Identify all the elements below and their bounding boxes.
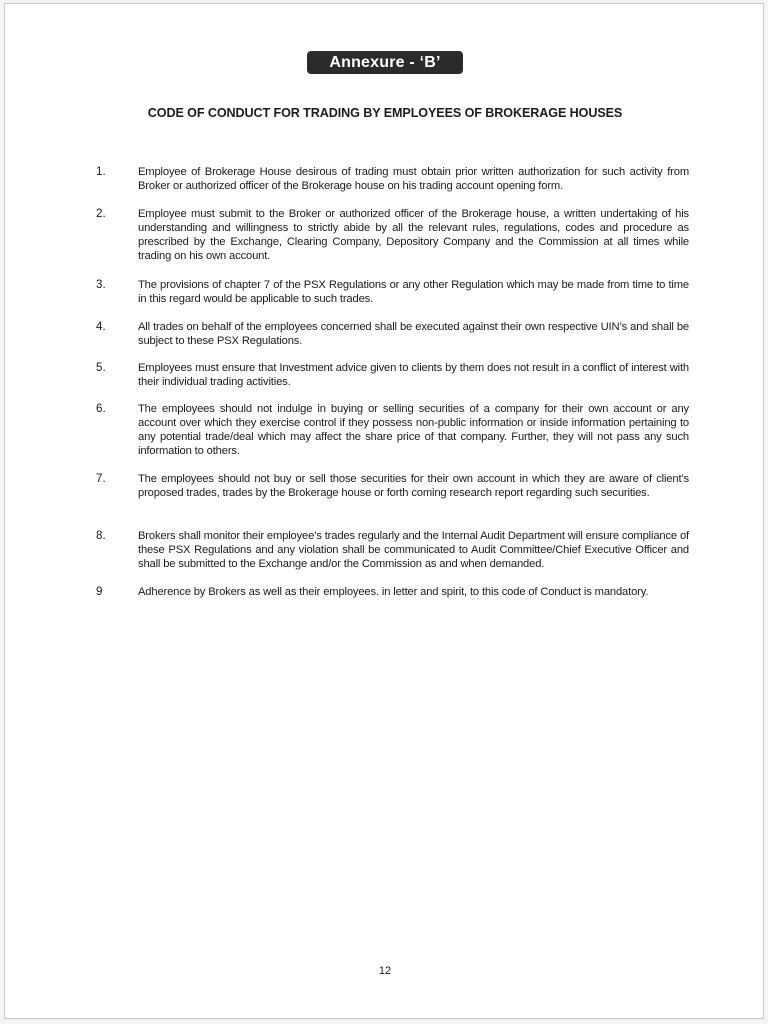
page-number: 12 bbox=[378, 965, 392, 977]
item-text: Employee must submit to the Broker or authorized officer of the Brokerage house, a written undertaking of his understanding and willingness to strictly abide by all the relevant rules, regulations, codes and procedure as prescribed by the Exchange, Clearing Company, Depository Company and the Commission at all times while trading on his own account. bbox=[138, 208, 689, 262]
item-text: Employees must ensure that Investment advice given to clients by them does not result in a conflict of interest with their individual trading activities. bbox=[138, 362, 689, 388]
item-number: 5. bbox=[96, 361, 106, 374]
item-text: Brokers shall monitor their employee’s trades regularly and the Internal Audit Department will ensure compliance of these PSX Regulations and any violation shall be communicated to Audit Committee/Chief Executive Officer and shall be submitted to the Exchange and/or the Commission as and when demanded. bbox=[138, 530, 689, 570]
item-text: Adherence by Brokers as well as their employees. in letter and spirit, to this code of Conduct is mandatory. bbox=[138, 586, 649, 598]
item-text: The provisions of chapter 7 of the PSX Regulations or any other Regulation which may be made from time to time in this regard would be applicable to such trades. bbox=[138, 279, 689, 305]
item-number: 8. bbox=[96, 529, 106, 542]
item-number: 7. bbox=[96, 472, 106, 485]
item-text: Employee of Brokerage House desirous of trading must obtain prior written authorization for such activity from Broker or authorized officer of the Brokerage house on his trading account opening form. bbox=[138, 166, 689, 192]
item-number: 3. bbox=[96, 278, 106, 291]
annexure-label: Annexure - ‘B’ bbox=[307, 51, 463, 74]
item-text: All trades on behalf of the employees concerned shall be executed against their own respective UIN’s and shall be subject to these PSX Regulations. bbox=[138, 321, 689, 347]
item-number: 1. bbox=[96, 165, 106, 178]
item-number: 4. bbox=[96, 320, 106, 333]
document-title: CODE OF CONDUCT FOR TRADING BY EMPLOYEES OF BROKERAGE HOUSES bbox=[147, 106, 623, 120]
item-number: 6. bbox=[96, 402, 106, 415]
document-page bbox=[4, 3, 764, 1019]
item-number: 9 bbox=[96, 585, 103, 598]
item-text: The employees should not indulge in buying or selling securities of a company for their own account or any account over which they exercise control if they possess non-public information or inside information pertaining to any potential trade/deal which may affect the share price of that company. Further, they will not pass any such information to others. bbox=[138, 403, 689, 457]
item-number: 2. bbox=[96, 207, 106, 220]
item-text: The employees should not buy or sell those securities for their own account in which they are aware of client’s proposed trades, trades by the Brokerage house or forth coming research report regarding such securities. bbox=[138, 473, 689, 499]
